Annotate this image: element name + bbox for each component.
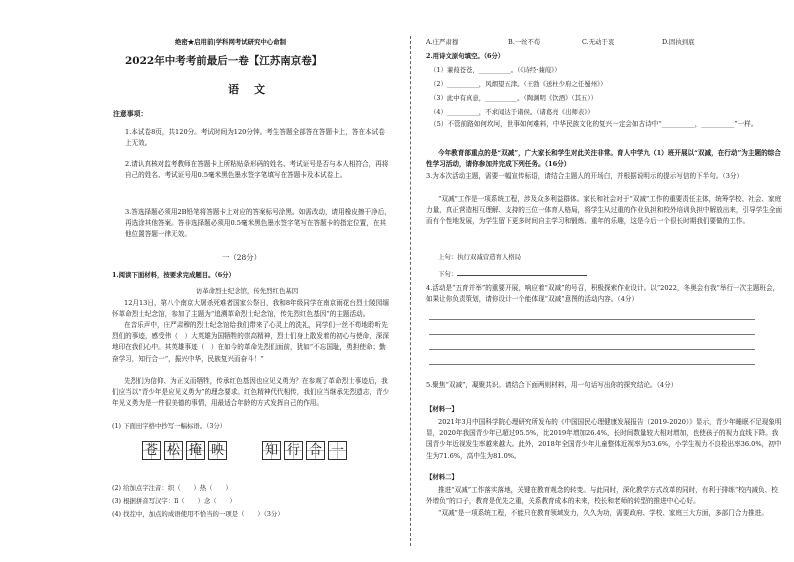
task-4-title: 4.活动是“五育并举”的重要开展，响应着“双减”的号召，积极探索作业设计。以“2022，冬奥会有我”举行一次主题班会，如果让你负责策划，请你设计一个能体现“双减”意图的活动内容。（4分） (426, 284, 780, 304)
material-1-title: 【材料一】 (426, 405, 458, 413)
section-title: 一（28分） (222, 253, 261, 262)
grid-cell: 一 (328, 441, 347, 460)
fill-line-3: （3）此中有真意，__________。（陶渊明《饮酒》（其五）） (430, 94, 598, 102)
note-item-2: 2.请认真核对监考教师在答题卡上所粘贴条形码的姓名、考试证号是否与本人相符合，再将自己的姓名、考试证号用0.5毫米黑色墨水签字笔填写在答题卡及本试卷上。 (125, 160, 389, 180)
option-a: A.庄严肃穆 (426, 38, 459, 46)
material-2-text-b: “双减”是一项系统工程，不能只在教育领域发力，久久为功，需要政府、学校、家庭三大方面，多部门合力推进。 (438, 509, 768, 517)
material-2-title: 【材料二】 (426, 473, 458, 481)
q1-title: 1.阅读下面材料，按要求完成题目。（6分） (112, 271, 235, 279)
fill-line-5: （5）不管前路如何坎坷，世事如何难料，中华民族文化的复兴一定会如古诗中“__________，__________”一样。 (430, 120, 758, 128)
fill-line-1: （1）蒹葭苍苍，__________。（《诗经·蒹葭》） (430, 66, 561, 74)
option-d: D.固执到底 (662, 38, 695, 46)
answer-line[interactable] (429, 319, 755, 320)
subject-title: 语 文 (228, 83, 267, 96)
right-column (420, 0, 790, 562)
upper-sentence: 上句：执行双减营造育人格局 (438, 253, 522, 261)
grid-cell: 行 (284, 441, 303, 460)
activity-intro: 今年教育部重点的是“双减”，广大家长和学生对此关注非常。育人中学九（1）班开展以“双减，在行动”为主题的综合性学习活动，请你参加并完成下列任务。（16分） (426, 149, 781, 169)
lower-sentence: 下句： (438, 268, 587, 278)
answer-line[interactable] (429, 349, 755, 350)
grid-cell: 掩 (186, 441, 205, 460)
grid-cell: 映 (208, 441, 227, 460)
fill-line-4: （4）__________，不求闻达于诸侯。（诸葛亮《出师表》） (430, 108, 594, 116)
task-3-title: 3.为本次活动主题，需要一幅宣传标语，请结合主题人的开场白，并根据说明示的提示写信的下半句。（3分） (426, 172, 744, 180)
exam-title: 2022年中考考前最后一卷【江苏南京卷】 (125, 55, 323, 67)
sub-question-4: (4) 找茬中，加点的成语使用不恰当的一项是（ ）（3分） (112, 510, 284, 518)
article-title: 访革命烈士纪念馆，传先烈红色基因 (195, 287, 299, 295)
tian-grid-2 (262, 441, 352, 460)
note-item-1: 1.本试卷8页，共120分。考试时间为120分钟。考生答题全部答在答题卡上，答在本试卷上无效。 (125, 128, 385, 148)
task-3-text: “双减”工作是一项系统工程，涉及众多利益群体。家长和社会对于“双减”工作的重要责任主体，统筹学校、社会、家庭力量，真正营造相互理解、支持的三位一体育人格局，将学生从过重的作业负担和校外培训负担中解放出来，引导学生全面而有个性地发展，为学生留下更多时间自主学习和锻炼、重年的乐趣，这是今后一个很长时期我们要做的工作。 (426, 195, 783, 226)
article-paragraph: 先烈们为信仰、为正义而牺牲，传承红色基因也应见义勇为？在参观了革命烈士事迹后，我们应当以“青少年是应见义勇为”的理念要求。红色精神代代相传，我们应当继承先烈遗志，青少年见义勇为是一件很美德的事情，用最适合年龄的方式发挥自己的作用。 (112, 377, 390, 408)
grid-cell: 苍 (142, 441, 161, 460)
fill-line-2: （2）__________，风烟望五津。（王勃《送杜少府之任蜀州》） (430, 80, 607, 88)
notes-title: 注意事项： (113, 110, 148, 118)
sub-question-1: (1) 下面田字格中抄写一幅标语。（3分） (112, 422, 227, 430)
grid-cell: 知 (262, 441, 281, 460)
answer-line[interactable] (429, 334, 755, 335)
grid-cell: 松 (164, 441, 183, 460)
sub-question-2: (2) 给加点字注音：织（ ）热（ ） (112, 484, 232, 492)
q2-title: 2.用诗文原句填空。（6分） (426, 52, 505, 60)
secret-label: 绝密★启用前|学科网考试研究中心命制 (175, 38, 286, 46)
answer-line[interactable] (429, 364, 755, 365)
column-divider (410, 36, 411, 546)
article-paragraph: 在音乐声中，庄严肃穆的烈士纪念馆给我们带来了心灵上的洗礼，同学们一丝不苟地聆听先烈们的事迹，感受伟（ ）大英雄为国牺牲的崇高精神，烈士们身上散发着的初心与使命，深深地印在我们心中。其英雄事迹（ ）在如今的革命先烈们面前，犹如“不忘国耻，勇担使命；勤奋学习，知行合一”，振兴中华，民族复兴而奋斗！” (112, 321, 389, 363)
material-2-text: 推进“双减”工作落实落地，关键在教育观念的转变。与此同时，深化教学方式改革的同时，有利于排练“校内减负、校外增负”的口子，教育是优先之重，关系教育成本的未来，校长和老师的转型的推进中心心好。 (426, 486, 778, 506)
option-c: C.无动于衷 (582, 38, 615, 46)
sub-question-3: (3) 根据拼音写汉字：lǐ（ ）念（ ） (112, 497, 236, 505)
note-item-3: 3.答选择题必须用2B铅笔将答题卡上对应的答案标号涂黑。如需改动，请用橡皮擦干净后，再选涂其他答案。答非选择题必须用0.5毫米黑色墨水签字笔写在答题卡的指定位置，在其他位置答题一律无效。 (125, 208, 391, 239)
option-b: B.一丝不苟 (508, 38, 541, 46)
article-paragraph: 12月13日，第八个南京大屠杀死难者国家公祭日，我和8年级同学在南京雨花台烈士陵园缅怀革命烈士纪念馆，参加了主题为“追溯革命烈士纪念馆，传先烈红色基因”的主题活动。 (112, 299, 389, 319)
grid-cell: 合 (306, 441, 325, 460)
tian-grid-1 (142, 441, 232, 460)
task-5-title: 5.聚焦“双减”，凝聚共识。请结合下面两则材料，用一句话写出你的探究结论。（4分） (426, 381, 678, 389)
material-1-text: 2021年3月中国科学院心理研究所发布的《中国国民心理健康发展报告（2019-2020）》显示，青少年睡眠不足现象明显，2020年我国青少年已超过95.5%，比2019年增加26.4%，长时间数量较大相对增加，也使孩子的视力直线下降。我国青少年近视发生率越来越大。此外，2018年全国青少年儿童整体近视率为53.6%，小学生视力不良检出率36.0%，初中生为71.6%，高中生为81.0%。 (426, 418, 782, 460)
